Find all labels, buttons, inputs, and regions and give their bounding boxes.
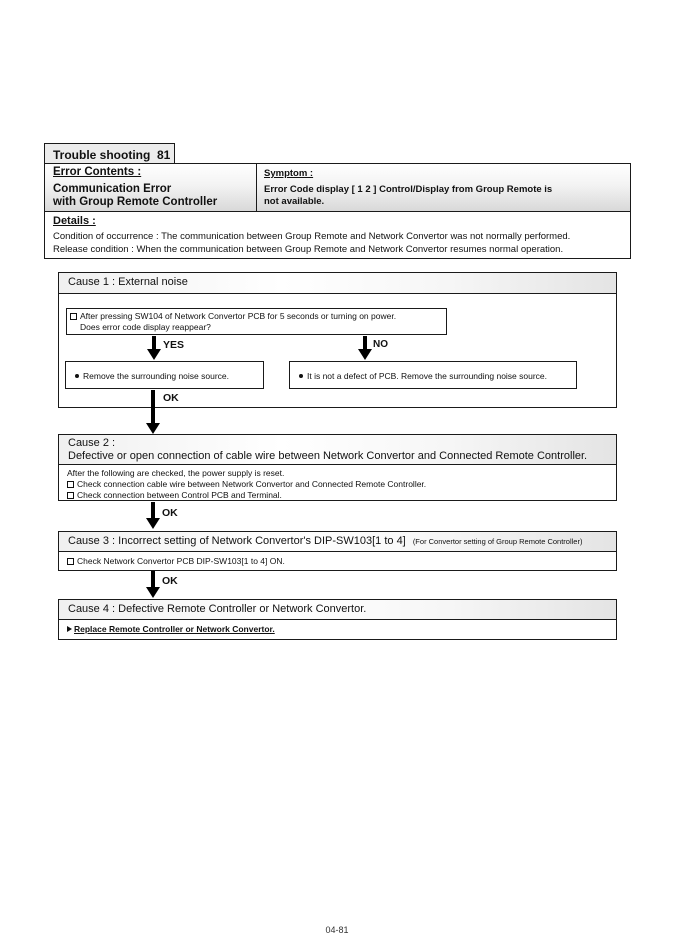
- details-label: Details :: [53, 215, 96, 227]
- checkbox-icon: [67, 492, 74, 499]
- yes-action-text: Remove the surrounding noise source.: [83, 371, 229, 381]
- connector-line: [151, 390, 155, 408]
- cause-4-body: [59, 620, 616, 634]
- yes-arrow-icon: [147, 336, 161, 361]
- down-arrow-icon: [146, 571, 160, 599]
- symptom-line: not available.: [264, 196, 325, 207]
- cause-2-intro: After the following are checked, the power supply is reset.: [67, 468, 285, 478]
- no-label: NO: [373, 339, 388, 350]
- condition-of-occurrence: Condition of occurrence : The communication between Group Remote and Network Convertor was not normally performed.: [53, 231, 571, 242]
- bullet-icon: [299, 374, 303, 378]
- cause-2-title: [59, 435, 616, 465]
- down-arrow-icon: [146, 502, 160, 530]
- no-arrow-icon: [358, 336, 372, 361]
- cause-3-box: [58, 531, 617, 571]
- symptom-label: Symptom :: [264, 168, 314, 179]
- cause-4-action: Replace Remote Controller or Network Convertor.: [74, 624, 275, 634]
- ok-label: OK: [163, 392, 179, 404]
- bullet-icon: [75, 374, 79, 378]
- error-contents-label: Error Contents :: [53, 166, 142, 178]
- no-action-text: It is not a defect of PCB. Remove the surrounding noise source.: [307, 371, 548, 381]
- cause-3-title-text: Cause 3 : Incorrect setting of Network Convertor's DIP-SW103[1 to 4]: [68, 535, 406, 547]
- error-contents-line: with Group Remote Controller: [53, 196, 218, 208]
- cause-1-box: [58, 272, 617, 408]
- ok-label: OK: [162, 507, 178, 519]
- page-number: 04-81: [325, 925, 349, 935]
- checkbox-icon: [67, 481, 74, 488]
- cause-2-title-line2: Defective or open connection of cable wire between Network Convertor and Connected Remote Controller.: [68, 450, 588, 462]
- header-top-row: [45, 164, 630, 212]
- check-item: Check connection between Control PCB and Terminal.: [77, 490, 282, 500]
- cause-3-body: [59, 552, 616, 566]
- check-item: Check connection cable wire between Network Convertor and Connected Remote Controller.: [77, 479, 427, 489]
- cause-3-note: (For Convertor setting of Group Remote Controller): [412, 537, 583, 546]
- title-number: 81: [157, 148, 171, 162]
- down-arrow-icon: [146, 408, 160, 434]
- cause-4-title: Cause 4 : Defective Remote Controller or Network Convertor.: [59, 600, 616, 620]
- triangle-pointer-icon: [67, 626, 72, 632]
- symptom-line: Error Code display [ 1 2 ] Control/Display from Group Remote is: [264, 184, 553, 195]
- title-label: Trouble shooting: [53, 148, 151, 162]
- question-line: After pressing SW104 of Network Convertor PCB for 5 seconds or turning on power.: [80, 311, 397, 321]
- cause-2-box: [58, 434, 617, 501]
- cause-2-title-line1: Cause 2 :: [68, 437, 116, 449]
- cause-4-box: [58, 599, 617, 640]
- yes-action-box: [65, 361, 264, 389]
- symptom-cell: [257, 164, 630, 211]
- ok-label: OK: [162, 575, 178, 587]
- no-action-box: [289, 361, 577, 389]
- cause-1-title: Cause 1 : External noise: [59, 273, 616, 294]
- question-line: Does error code display reappear?: [80, 322, 211, 332]
- troubleshooting-title-tab: [44, 143, 175, 164]
- error-contents-line: Communication Error: [53, 183, 172, 195]
- cause-3-title: [59, 532, 616, 552]
- cause-2-body: [59, 465, 616, 501]
- error-contents-cell: [45, 164, 257, 211]
- check-item: Check Network Convertor PCB DIP-SW103[1 to 4] ON.: [77, 556, 285, 566]
- checkbox-icon: [70, 313, 77, 320]
- details-section: [45, 212, 630, 258]
- cause-1-question-box: [66, 308, 447, 335]
- yes-label: YES: [163, 339, 185, 351]
- checkbox-icon: [67, 558, 74, 565]
- release-condition: Release condition : When the communication between Group Remote and Network Convertor resumes normal operation.: [53, 244, 564, 255]
- error-header-table: [44, 163, 631, 259]
